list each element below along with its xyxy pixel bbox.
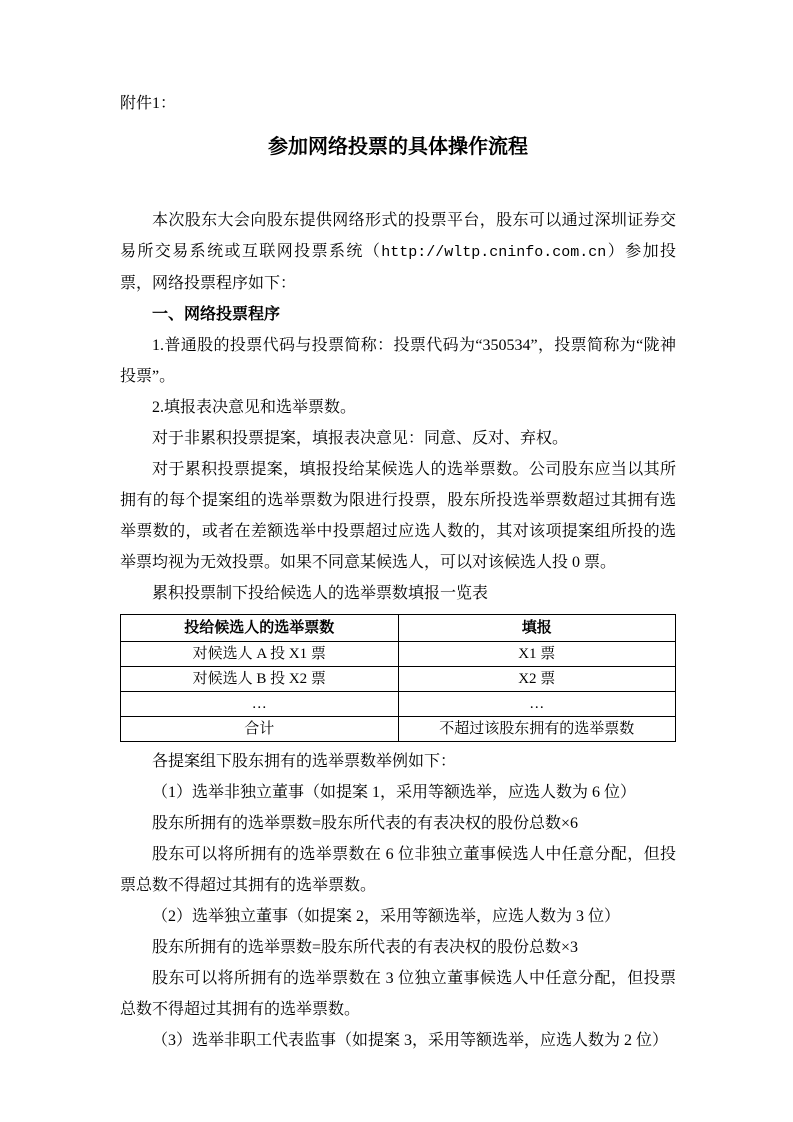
table-header-votes-to-candidate: 投给候选人的选举票数 bbox=[121, 615, 399, 642]
paragraph-item-2: （2）选举独立董事（如提案 2，采用等额选举，应选人数为 3 位） bbox=[152, 908, 621, 925]
paragraph-examples-intro: 各提案组下股东拥有的选举票数举例如下： bbox=[152, 753, 457, 770]
document-title: 参加网络投票的具体操作流程 bbox=[268, 136, 528, 158]
paragraph-rule-2: 股东可以将所拥有的选举票数在 3 位独立董事候选人中任意分配，但投票总数不得超过其拥有的选举票数。 bbox=[120, 970, 676, 1018]
table-cell: X2 票 bbox=[398, 667, 676, 692]
table-cell: 不超过该股东拥有的选举票数 bbox=[398, 717, 676, 742]
paragraph-table-caption: 累积投票制下投给候选人的选举票数填报一览表 bbox=[152, 585, 489, 602]
paragraph-cumulative: 对于累积投票提案，填报投给某候选人的选举票数。公司股东应当以其所拥有的每个提案组的选举票数为限进行投票，股东所投选举票数超过其拥有选举票数的，或者在差额选举中投票超过应选人数的，其对该项提案组所投的选举票均视为无效投票。如果不同意某候选人，可以对该候选人投 0 票。 bbox=[120, 461, 676, 571]
paragraph-non-cumulative: 对于非累积投票提案，填报表决意见：同意、反对、弃权。 bbox=[152, 430, 569, 447]
table-header-fill-in: 填报 bbox=[398, 615, 676, 642]
intro-text-after: ）参加投票，网络投票程序如下： bbox=[120, 243, 676, 292]
paragraph-formula-1: 股东所拥有的选举票数=股东所代表的有表决权的股份总数×6 bbox=[152, 815, 579, 832]
table-cell: … bbox=[398, 692, 676, 717]
table-cell: 对候选人 B 投 X2 票 bbox=[121, 667, 399, 692]
table-cell: 合计 bbox=[121, 717, 399, 742]
table-row bbox=[121, 717, 676, 742]
paragraph-rule-1: 股东可以将所拥有的选举票数在 6 位非独立董事候选人中任意分配，但投票总数不得超过其拥有的选举票数。 bbox=[120, 846, 676, 894]
table-cell: 对候选人 A 投 X1 票 bbox=[121, 642, 399, 667]
paragraph-formula-2: 股东所拥有的选举票数=股东所代表的有表决权的股份总数×3 bbox=[152, 939, 579, 956]
table-cell: … bbox=[121, 692, 399, 717]
intro-paragraph bbox=[120, 205, 676, 299]
voting-system-url: http://wltp.cninfo.com.cn bbox=[381, 244, 607, 261]
intro-text-before: 本次股东大会向股东提供网络形式的投票平台，股东可以通过深圳证券交易所交易系统或互联网投票系统（ bbox=[120, 212, 676, 260]
attachment-label: 附件1： bbox=[120, 95, 177, 112]
table-cell: X1 票 bbox=[398, 642, 676, 667]
section-heading-voting-procedure: 一、网络投票程序 bbox=[152, 306, 281, 323]
table-header-row bbox=[121, 615, 676, 642]
paragraph-vote-code: 1.普通股的投票代码与投票简称：投票代码为“350534”，投票简称为“陇神投票”。 bbox=[120, 337, 676, 385]
cumulative-vote-fill-table bbox=[120, 614, 676, 742]
table-row bbox=[121, 642, 676, 667]
paragraph-item-3: （3）选举非职工代表监事（如提案 3，采用等额选举，应选人数为 2 位） bbox=[152, 1032, 669, 1049]
paragraph-item-1: （1）选举非独立董事（如提案 1，采用等额选举，应选人数为 6 位） bbox=[152, 784, 637, 801]
paragraph-fill-opinion: 2.填报表决意见和选举票数。 bbox=[152, 399, 357, 416]
table-row bbox=[121, 692, 676, 717]
table-row bbox=[121, 667, 676, 692]
